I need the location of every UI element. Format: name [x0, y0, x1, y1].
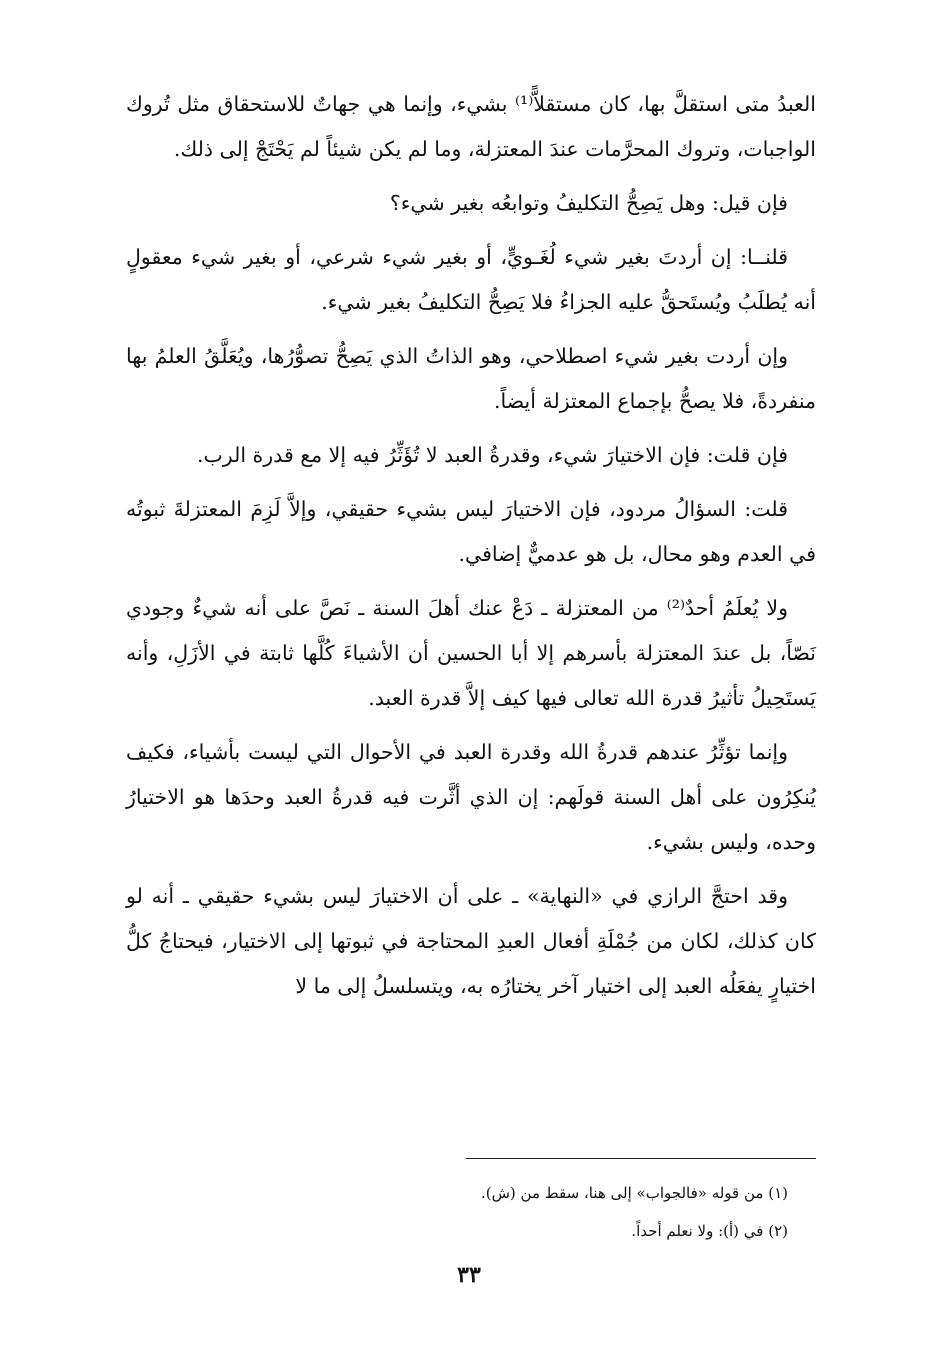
paragraph-8: وإنما تؤثِّرُ عندهم قدرةُ الله وقدرة العبد في الأحوال التي ليست بأشياء، فكيف يُنكِرُون على أهل السنة قولَهم: إن الذي أثَّرت فيه قدرةُ العبد وحدَها هو الاختيارُ وحده، وليس بشيء. — [126, 740, 816, 854]
footnote-2: (٢) في (أ): ولا نعلم أحداً. — [631, 1222, 788, 1240]
paragraph-4: وإن أردت بغير شيء اصطلاحي، وهو الذاتُ الذي يَصِحُّ تصوُّرُها، ويُعَلَّقُ العلمُ بها منفردةً، فلا يصحُّ بإجماع المعتزلة أيضاً. — [126, 344, 816, 413]
paragraph-1: العبدُ متى استقلَّ بها، كان مستقلاًّ⁽¹⁾ بشيء، وإنما هي جهاتٌ للاستحقاق مثل تُروك الواجبات، وتروك المحرَّمات عندَ المعتزلة، وما لم يكن شيئاً لم يَحْتَجْ إلى ذلك. — [126, 92, 816, 161]
paragraph-9: وقد احتجَّ الرازي في «النهاية» ـ على أن الاختيارَ ليس بشيء حقيقي ـ أنه لو كان كذلك، لكان من جُمْلَةِ أفعال العبدِ المحتاجة في ثبوتها إلى الاختيار، فيحتاجُ كلُّ اختيارٍ يفعَلُه العبد إلى اختيار آخر يختارُه به، ويتسلسلُ إلى ما لا — [126, 884, 816, 998]
paragraph-5: فإن قلت: فإن الاختيارَ شيء، وقدرةُ العبد لا تُؤَثِّرُ فيه إلا مع قدرة الرب. — [196, 443, 788, 467]
main-text — [126, 82, 816, 1018]
paragraph-3: قلنــا: إن أردتَ بغير شيء لُغَـويٍّ، أو بغير شيء شرعي، أو بغير شيء معقولٍ أنه يُطلَبُ ويُستَحقُّ عليه الجزاءُ فلا يَصِحُّ التكليفُ بغير شيء. — [126, 245, 816, 314]
paragraph-2: فإن قيل: وهل يَصِحُّ التكليفُ وتوابعُه بغير شيء؟ — [389, 191, 788, 215]
paragraph-7: ولا يُعلَمُ أحدٌ⁽²⁾ من المعتزلة ـ دَعْ عنك أهلَ السنة ـ نَصَّ على أنه شيءٌ وجودي نَصّاً، بل عندَ المعتزلة بأسرهم إلا أبا الحسين أن الأشياءَ كُلَّها ثابتة في الأزَلِ، وأنه يَستَحِيلُ تأثيرُ قدرة الله تعالى فيها كيف إلاَّ قدرة العبد. — [126, 596, 816, 710]
paragraph-6: قلت: السؤالُ مردود، فإن الاختيارَ ليس بشيء حقيقي، وإلاَّ لَزِمَ المعتزلةَ ثبوتُه في العدم وهو محال، بل هو عدميٌّ إضافي. — [126, 497, 816, 566]
page-number: ٣٣ — [457, 1262, 481, 1288]
footnote-1: (١) من قوله «فالجواب» إلى هنا، سقط من (ش). — [480, 1184, 788, 1202]
footnote-separator — [466, 1158, 816, 1159]
footnotes — [128, 1174, 788, 1250]
